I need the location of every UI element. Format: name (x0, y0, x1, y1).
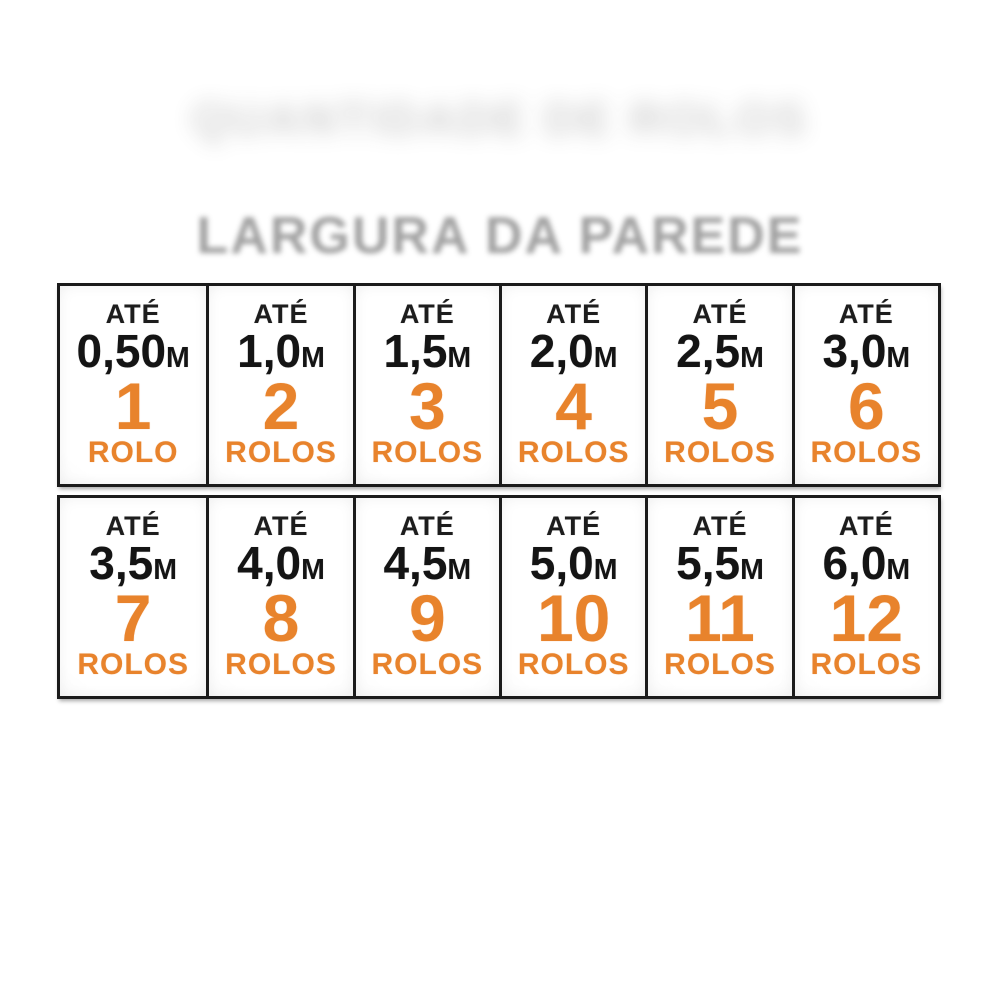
roll-count: 9 (408, 580, 446, 655)
width-unit: M (166, 342, 190, 375)
roll-count: 12 (829, 580, 904, 655)
table-cell (353, 498, 499, 696)
width-unit: M (740, 554, 764, 587)
width-unit: M (740, 342, 764, 375)
width-value (383, 325, 472, 378)
table-cell (792, 498, 938, 696)
width-unit: M (447, 342, 472, 375)
upto-label: ATÉ (399, 299, 455, 329)
table-cell (206, 286, 352, 484)
roll-count: 7 (114, 580, 152, 655)
table-cell (499, 498, 645, 696)
width-number: 6,0 (822, 537, 887, 590)
table-cell (645, 498, 791, 696)
rolls-label: ROLO (87, 436, 179, 469)
upto-label: ATÉ (105, 511, 161, 541)
table-cell (60, 498, 206, 696)
width-value (89, 537, 178, 590)
width-value (822, 325, 911, 378)
table-row (57, 495, 941, 699)
rolls-label: ROLOS (664, 648, 776, 681)
roll-count: 2 (262, 368, 300, 443)
width-number: 2,5 (676, 325, 741, 378)
roll-count: 1 (114, 368, 152, 443)
rolls-label: ROLOS (517, 436, 630, 469)
width-value (676, 325, 764, 378)
rolls-label: ROLOS (371, 648, 484, 681)
upto-label: ATÉ (253, 511, 309, 541)
rolls-label: ROLOS (371, 436, 484, 469)
rolls-label: ROLOS (77, 648, 189, 681)
table-cell (206, 498, 352, 696)
roll-count: 4 (555, 368, 593, 443)
width-value (383, 537, 472, 590)
width-number: 3,0 (822, 325, 887, 378)
width-number: 5,5 (676, 537, 741, 590)
table-cell (60, 286, 206, 484)
roll-count: 6 (847, 368, 885, 443)
width-value (676, 537, 764, 590)
upto-label: ATÉ (692, 511, 748, 541)
upto-label: ATÉ (399, 511, 455, 541)
width-value (237, 325, 325, 378)
width-number: 4,5 (383, 537, 448, 590)
width-unit: M (301, 554, 325, 587)
width-unit: M (153, 554, 178, 587)
ghost-heading: QUANTIDADE DE ROLOS (191, 93, 809, 145)
rolls-table (57, 283, 941, 699)
width-value (529, 325, 618, 378)
upto-label: ATÉ (546, 299, 602, 329)
width-number: 4,0 (237, 537, 302, 590)
roll-count: 8 (262, 580, 300, 655)
width-number: 0,50 (76, 325, 167, 378)
width-value (237, 537, 325, 590)
table-cell (645, 286, 791, 484)
width-value (822, 537, 911, 590)
table-cell (792, 286, 938, 484)
width-value (529, 537, 618, 590)
width-unit: M (886, 554, 911, 587)
rolls-label: ROLOS (810, 436, 923, 469)
width-unit: M (886, 342, 911, 375)
roll-count: 11 (685, 580, 755, 655)
width-value (76, 325, 190, 378)
rolls-label: ROLOS (225, 648, 337, 681)
table-row (57, 283, 941, 487)
width-number: 3,5 (89, 537, 154, 590)
upto-label: ATÉ (838, 511, 894, 541)
width-unit: M (593, 342, 618, 375)
upto-label: ATÉ (838, 299, 894, 329)
table-cell (353, 286, 499, 484)
roll-count: 3 (408, 368, 446, 443)
rolls-label: ROLOS (225, 436, 337, 469)
width-number: 5,0 (529, 537, 594, 590)
upto-label: ATÉ (692, 299, 748, 329)
roll-count: 10 (536, 580, 611, 655)
upto-label: ATÉ (253, 299, 309, 329)
page-title: LARGURA DA PAREDE (196, 207, 804, 265)
width-number: 1,5 (383, 325, 448, 378)
width-unit: M (593, 554, 618, 587)
width-number: 1,0 (237, 325, 302, 378)
rolls-label: ROLOS (810, 648, 923, 681)
width-unit: M (301, 342, 325, 375)
width-number: 2,0 (529, 325, 594, 378)
table-cell (499, 286, 645, 484)
width-unit: M (447, 554, 472, 587)
rolls-label: ROLOS (664, 436, 776, 469)
upto-label: ATÉ (546, 511, 602, 541)
upto-label: ATÉ (105, 299, 161, 329)
roll-count: 5 (701, 368, 739, 443)
rolls-label: ROLOS (517, 648, 630, 681)
